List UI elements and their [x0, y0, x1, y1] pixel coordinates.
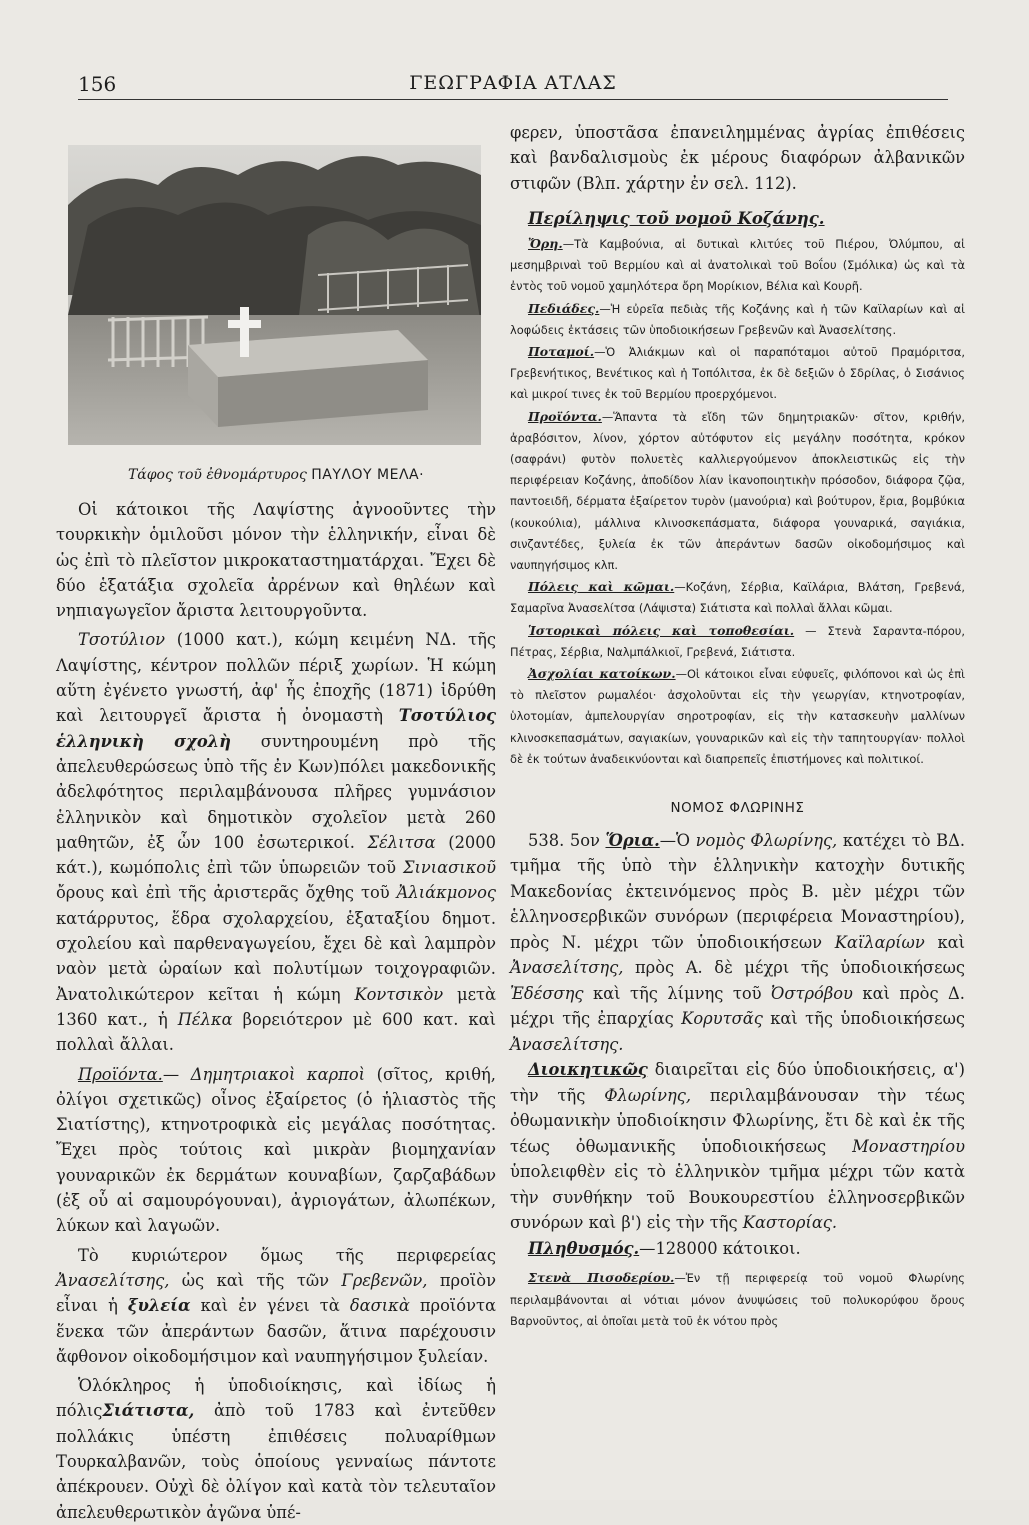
paragraph: φερεν, ὑποστᾶσα ἐπανειλημμένας ἀγρίας ἐπιθέσεις καὶ βανδαλισμοὺς ἐκ μέρους διαφόρων ἀλβανικῶν στιφῶν (Βλπ. χάρτην ἐν σελ. 112). — [510, 123, 965, 193]
summary-entry: Ποταμοί.—Ὁ Ἀλιάκμων καὶ οἱ παραπόταμοι αὐτοῦ Πραμόριτσα, Γρεβενήτικος, Βενέτικος καὶ ἡ Τοπόλιτσα, ἐκ δὲ δεξιῶν ὁ Σδρίλας, ὁ Σισάνιος καὶ μικροί τινες ἐκ τοῦ Βερμίου προερχόμενοι. — [510, 343, 965, 402]
left-column — [56, 145, 496, 1525]
running-title: ΓΕΩΓΡΑΦΙΑ ΑΤΛΑΣ — [409, 72, 617, 94]
summary-entry: Ὄρη.—Τὰ Καμβούνια, αἱ δυτικαὶ κλιτύες τοῦ Πιέρου, Ὀλύμπου, αἱ μεσημβριναὶ τοῦ Βερμίου καὶ αἱ ἀνατολικαὶ τοῦ Βοΐου (Σμόλικα) ὡς καὶ τὰ ἐντὸς τοῦ νομοῦ χαμηλότερα ὄρη Μορίκιον, Βέλια καὶ Κουρῆ. — [510, 235, 965, 294]
header-rule — [78, 99, 948, 100]
right-column — [510, 120, 965, 1332]
page-header — [78, 72, 948, 102]
paragraph: Πληθυσμός.—128000 κάτοικοι. — [528, 1238, 801, 1258]
figure-caption — [56, 467, 496, 483]
paragraph: Τσοτύλιον (1000 κατ.), κώμη κειμένη ΝΔ. τῆς Λαψίστης, κέντρον πολλῶν πέριξ χωρίων. Ἡ κώμη αὕτη ἐγένετο γνωστή, ἀφ' ἧς ἐποχῆς (1871) ἱδρύθη καὶ λειτουργεῖ ἄριστα ἡ ὀνομαστὴ Τσοτύλιος ἑλληνικὴ σχολὴ συντηρουμένη πρὸ τῆς ἀπελευθερώσεως ὑπὸ τῆς ἐν Κων)πόλει μακεδονικῆς ἀδελφότητος περιλαμβάνουσα πλῆρες γυμνάσιον ἑλληνικὸν καὶ δημοτικὸν σχολεῖον μετὰ 260 μαθητῶν, ἐξ ὧν 100 ἐσωτερικοί. Σέλιτσα (2000 κάτ.), κωμόπολις ἐπὶ τῶν ὑπωρειῶν τοῦ Σινιασικοῦ ὄρους καὶ ἐπὶ τῆς ἀριστερᾶς ὄχθης τοῦ Ἀλιάκμονος κατάρρυτος, ἕδρα σχολαρχείου, ἑξαταξίου δημοτ. σχολείου καὶ παρθεναγωγείου, ἔχει δὲ καὶ λαμπρὸν ναὸν μετὰ ὡραίων καὶ πολυτίμων τοιχογραφιῶν. Ἀνατολικώτερον κεῖται ἡ κώμη Κοντσικὸν μετὰ 1360 κατ., ἡ Πέλκα βορειότερον μὲ 600 κατ. καὶ πολλαὶ ἄλλαι. — [56, 630, 496, 1055]
summary-entry: Ἀσχολίαι κατοίκων.—Οἱ κάτοικοι εἶναι εὐφυεῖς, φιλόπονοι καὶ ὡς ἐπὶ τὸ πλεῖστον ρωμαλέοι· ἀσχολοῦνται εἰς τὴν γεωργίαν, κτηνοτροφίαν, ὑλοτομίαν, ἀμπελουργίαν σηροτροφίαν, εἰς τὴν κατασκευὴν μαλλίνων κλινοσκεπασμάτων, σαγιακίων, γουναρικῶν καὶ εἰς τὴν ταπητουργίαν· πολλοὶ δὲ ἐκ τούτων ἀναδεικνύονται καὶ διαπρεπεῖς ἐπιστήμονες καὶ πολιτικοί. — [510, 665, 965, 766]
summary-entry: Προϊόντα.—Ἅπαντα τὰ εἴδη τῶν δημητριακῶν· σῖτον, κριθήν, ἀραβόσιτον, λίνον, χόρτον αὐτόφυτον εἰς μεγάλην ποσότητα, κρόκον (σαφράνι) φυτὸν πολυετὲς καλλιεργούμενον ἀποκλειστικῶς εἰς τὴν περιφέρειαν Κοζάνης, ἀποδίδον λίαν ἱκανοποιητικὴν πρόσοδον, διάφορα ζῷα, παντοειδῆ, δέρματα ἐξαίρετον τυρὸν (μανούρια) καὶ βούτυρον, ἔρια, βομβύκια (κουκούλια), μάλλινα κλινοσκεπάσματα, διάφορα γουναρικά, σαγιάκια, σινζαντέδες, ξυλεία ἐκ τῶν ἀπεράντων δασῶν οἰκοδομήσιμος καὶ ναυπηγήσιμος κλπ. — [510, 408, 965, 572]
paragraph: Ὁλόκληρος ἡ ὑποδιοίκησις, καὶ ἰδίως ἡ πόλιςΣιάτιστα, ἀπὸ τοῦ 1783 καὶ ἐντεῦθεν πολλάκις ὑπέστη ἐπιθέσεις πολυαρίθμων Τουρκαλβανῶν, τοὺς ὁποίους γενναίως πάντοτε ἀπέκρουεν. Οὐχὶ δὲ ὀλίγον καὶ κατὰ τὸν τελευταῖον ἀπελευθερωτικὸν ἀγῶνα ὑπέ- — [56, 1376, 496, 1522]
summary-entry: Πεδιάδες.—Ἡ εὐρεῖα πεδιὰς τῆς Κοζάνης καὶ ἡ τῶν Καϊλαρίων καὶ αἱ λοφώδεις ἐκτάσεις τῶν ὑποδιοικήσεων Γρεβενῶν καὶ Ἀνασελίτσης. — [510, 300, 965, 337]
paragraph: Οἱ κάτοικοι τῆς Λαψίστης ἀγνοοῦντες τὴν τουρκικὴν ὁμιλοῦσι μόνον τὴν ἑλληνικήν, εἶναι δὲ ὡς ἐπὶ τὸ πλεῖστον μικροκαταστηματάρχαι. Ἔχει δὲ δύο ἑξατάξια σχολεῖα ἀρρένων καὶ θηλέων καὶ νηπιαγωγεῖον ἄριστα λειτουργοῦντα. — [56, 500, 496, 621]
caption-text: Τάφος τοῦ ἐθνομάρτυρος — [127, 467, 307, 483]
page-number: 156 — [78, 72, 117, 96]
summary-entry: Στενὰ Πισοδερίου.—Ἐν τῇ περιφερείᾳ τοῦ νομοῦ Φλωρίνης περιλαμβάνονται αἱ νότιαι μόνον ἀνυψώσεις τοῦ πολυκορύφου ὄρους Βαρνοῦντος, αἱ ὁποῖαι μετὰ τοῦ ἐκ νότου πρὸς — [510, 1270, 965, 1328]
paragraph: Διοικητικῶς διαιρεῖται εἰς δύο ὑποδιοικήσεις, α') τὴν τῆς Φλωρίνης, περιλαμβάνουσαν τὴν τέως ὀθωμανικὴν ὑποδιοίκησιν Φλωρίνης, ἔτι δὲ καὶ ἐκ τῆς τέως ὀθωμανικῆς ὑποδιοικήσεως Μοναστηρίου ὑπολειφθὲν εἰς τὸ ἑλληνικὸν τμῆμα μέχρι τῶν κατὰ τὴν συνθήκην τοῦ Βουκουρεστίου ἑλληνοσερβικῶν συνόρων καὶ β') εἰς τὴν τῆς Καστορίας. — [510, 1060, 965, 1233]
paragraph: Τὸ κυριώτερον ὅμως τῆς περιφερείας Ἀνασελίτσης, ὡς καὶ τῆς τῶν Γρεβενῶν, προϊὸν εἶναι ἡ ξυλεία καὶ ἐν γένει τὰ δασικὰ προϊόντα ἕνεκα τῶν ἀπεράντων δασῶν, ἅτινα παρέχουσιν ἄφθονον οἰκοδομήσιμον καὶ ναυπηγήσιμον ξυλείαν. — [56, 1245, 497, 1366]
summary-entry: Ἱστορικαὶ πόλεις καὶ τοποθεσίαι. — Στενὰ Σαραντα-πόρου, Πέτρας, Σέρβια, Ναλμπάλκιοϊ, Γρεβενά, Σιάτιστα. — [510, 622, 965, 659]
caption-name: ΠΑΥΛΟΥ ΜΕΛΑ· — [311, 467, 425, 483]
tomb-photograph — [68, 145, 481, 445]
paragraph: 538. 5ον Ὅρια.—Ὁ νομὸς Φλωρίνης, κατέχει τὸ ΒΔ. τμῆμα τῆς ὑπὸ τὴν ἑλληνικὴν κατοχὴν δυτικῆς Μακεδονίας ἐκτεινόμενος πρὸς Β. μὲν μέχρι τῶν ἑλληνοσερβικῶν συνόρων (περιφέρεια Μοναστηρίου), πρὸς Ν. μέχρι τῶν ὑποδιοικήσεων Καϊλαρίων καὶ Ἀνασελίτσης, πρὸς Α. δὲ μέχρι τῆς ὑποδιοικήσεως Ἐδέσσης καὶ τῆς λίμνης τοῦ Ὀστρόβου καὶ πρὸς Δ. μέχρι τῆς ἐπαρχίας Κορυτσᾶς καὶ τῆς ὑποδιοικήσεως Ἀνασελίτσης. — [510, 830, 966, 1054]
prefecture-heading: ΝΟΜΟΣ ΦΛΩΡΙΝΗΣ — [670, 799, 805, 816]
section-title: Περίληψις τοῦ νομοῦ Κοζάνης. — [528, 208, 825, 228]
photo-illustration — [68, 145, 481, 445]
summary-entry: Πόλεις καὶ κῶμαι.—Κοζάνη, Σέρβια, Καϊλάρια, Βλάτση, Γρεβενά, Σαμαρῖνα Ἀνασελίτσα (Λάψιστα) Σιάτιστα καὶ πολλαὶ ἄλλαι κῶμαι. — [510, 579, 965, 616]
paragraph: Προϊόντα.— Δημητριακοὶ καρποὶ (σῖτος, κριθή, ὀλίγοι σχετικῶς) οἶνος ἐξαίρετος (ὁ ἡλιαστὸς τῆς Σιατίστης), κτηνοτροφικὰ εἰς μεγάλας ποσότητας. Ἔχει πρὸς τούτοις καὶ μικρὰν βιομηχανίαν γουναρικῶν ἐκ δερμάτων κουναβίων, ζαρζαβάδων (ἐξ οὗ αἱ σαμουρόγουναι), ἀγριογάτων, ἀλωπέκων, λύκων καὶ λαγωῶν. — [56, 1064, 496, 1236]
